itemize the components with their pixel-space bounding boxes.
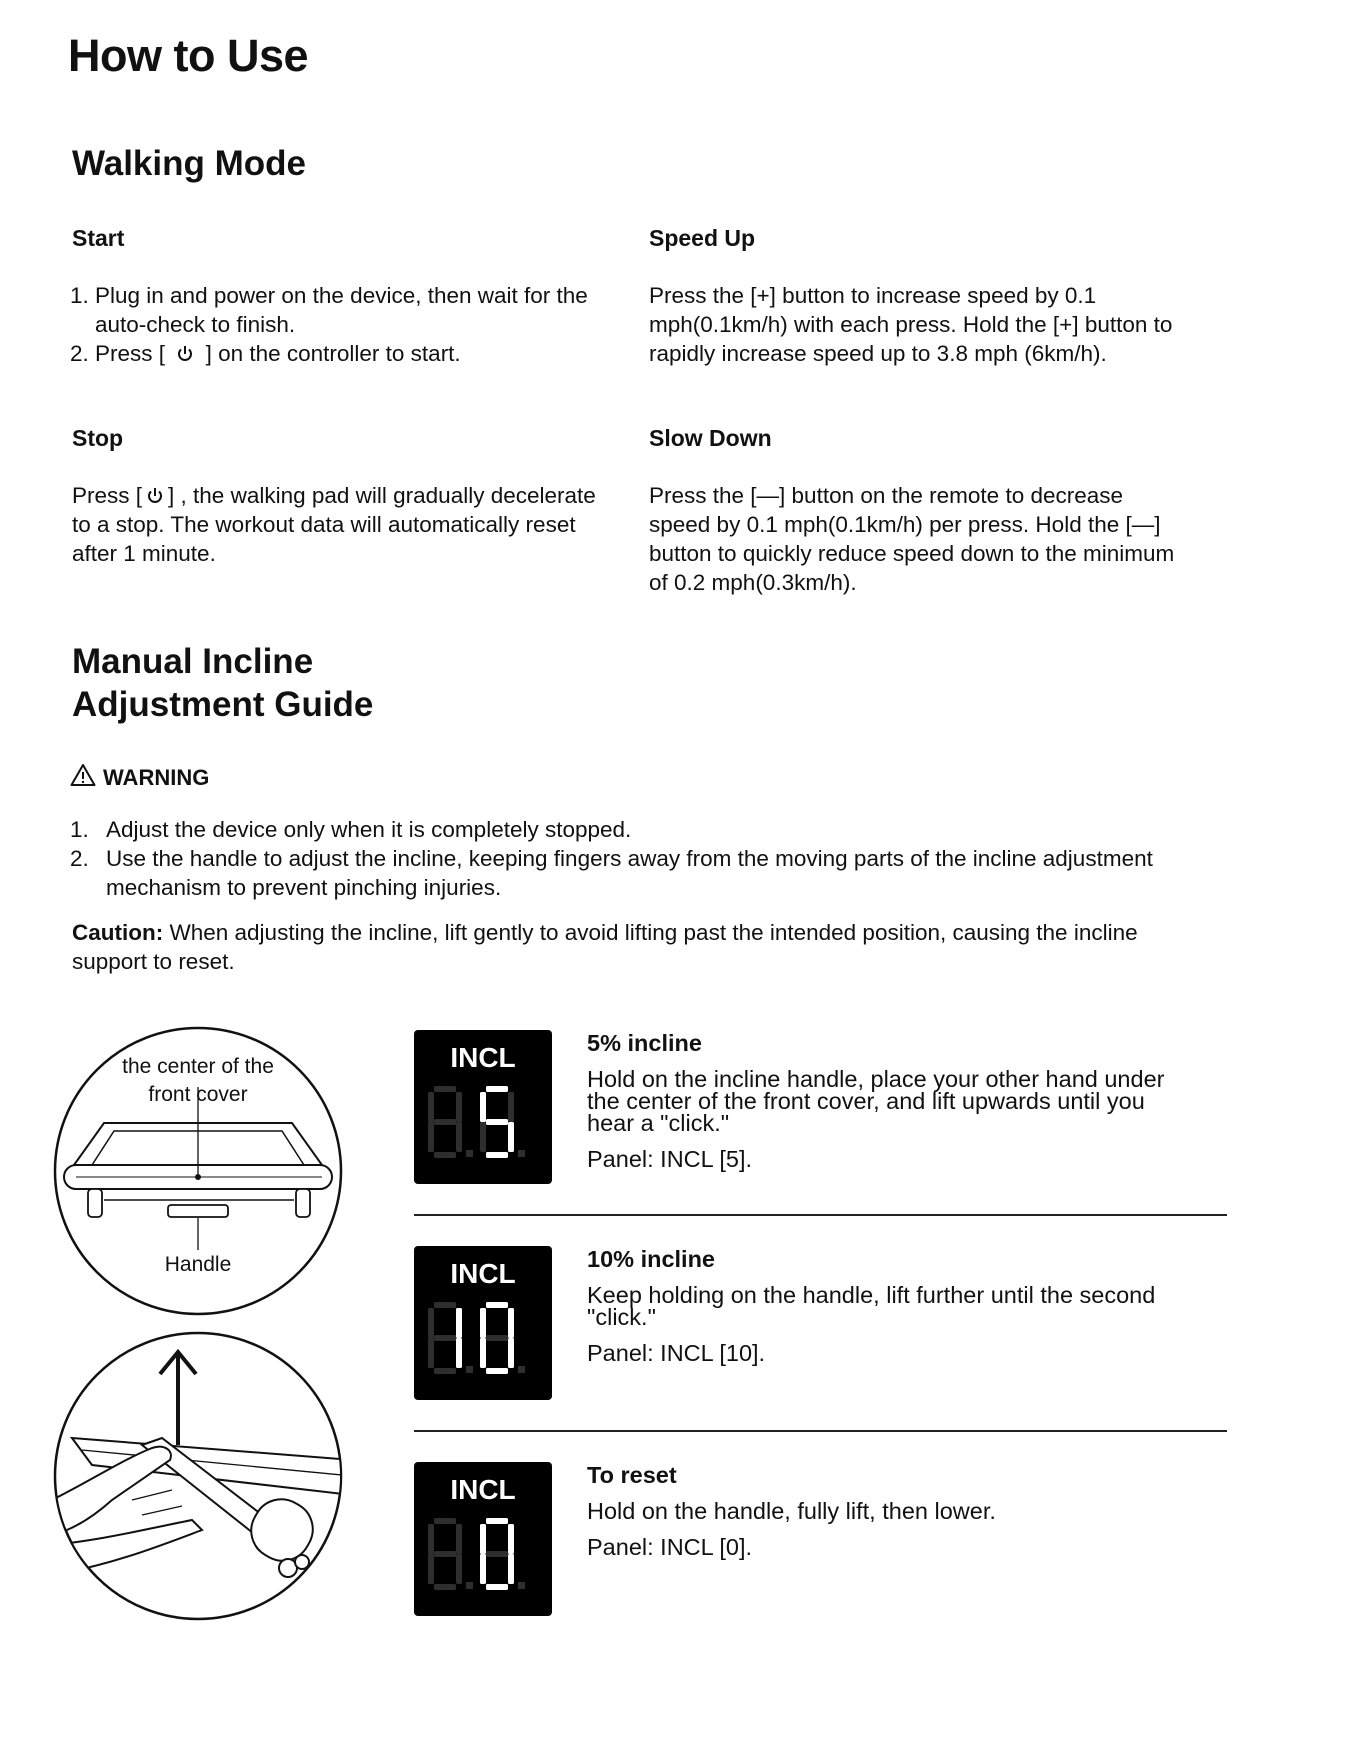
display-segment: [456, 1524, 462, 1554]
display-segment: [508, 1122, 514, 1152]
front-cover-diagram: [52, 1025, 344, 1317]
display-segment: [434, 1584, 456, 1590]
display-segment: [480, 1122, 486, 1152]
display-segment: [486, 1086, 508, 1092]
display-segment: [480, 1308, 486, 1338]
step-title: To reset: [587, 1462, 677, 1488]
warning-triangle-icon: [70, 763, 103, 793]
display-segment: [428, 1524, 434, 1554]
speed-up-text: Press the [+] button to increase speed by 0.1 mph(0.1km/h) with each press. Hold the [+] button to rapidly increase speed up to 3.8 mph (6km/h).: [649, 283, 1173, 366]
display-segment: [434, 1368, 456, 1374]
incline-panel-10: [414, 1246, 552, 1400]
incline-panel-5: [414, 1030, 552, 1184]
stop-heading: Stop: [72, 425, 124, 451]
incline-panel-0: [414, 1462, 552, 1616]
display-segment: [480, 1092, 486, 1122]
display-segment: [480, 1524, 486, 1554]
power-icon: [142, 483, 168, 508]
display-segment: [456, 1338, 462, 1368]
start-step-1: 1. Plug in and power on the device, then wait for the auto-check to finish.: [70, 283, 588, 337]
slow-down-text: Press the [—] button on the remote to decrease speed by 0.1 mph(0.1km/h) per press. Hold the [—] button to quickly reduce speed down to the minimum of 0.2 mph(0.3km/h).: [649, 483, 1175, 595]
label-center-front-cover: the center of the front cover: [122, 1055, 274, 1106]
display-segment: [428, 1122, 434, 1152]
display-decimal-point: [466, 1582, 473, 1589]
lift-handle-diagram: [52, 1330, 344, 1622]
display-segment: [508, 1554, 514, 1584]
display-decimal-point: [518, 1150, 525, 1157]
step-title: 10% incline: [587, 1246, 715, 1272]
display-decimal-point: [466, 1150, 473, 1157]
display-segment: [486, 1152, 508, 1158]
display-decimal-point: [518, 1366, 525, 1373]
warning-item: 1. Adjust the device only when it is completely stopped.: [70, 817, 632, 842]
display-segment: [486, 1368, 508, 1374]
display-segment: [486, 1302, 508, 1308]
display-segment: [434, 1551, 456, 1557]
display-segment: [434, 1518, 456, 1524]
step-panel-text: Panel: INCL [0].: [587, 1534, 753, 1560]
step-title: 5% incline: [587, 1030, 702, 1056]
page-title: How to Use: [68, 30, 309, 81]
step-panel-text: Panel: INCL [10].: [587, 1340, 766, 1366]
display-segment: [428, 1308, 434, 1338]
display-decimal-point: [518, 1582, 525, 1589]
panel-label: INCL: [450, 1258, 516, 1289]
label-handle: Handle: [164, 1253, 232, 1276]
warning-item: 2. Use the handle to adjust the incline, keeping fingers away from the moving parts of the incline adjustment mechanism to prevent pinching injuries.: [70, 846, 1153, 900]
stop-text: Press [ ] , the walking pad will gradually decelerate to a stop. The workout data will automatically reset after 1 minute.: [72, 483, 596, 566]
display-segment: [480, 1338, 486, 1368]
display-segment: [508, 1524, 514, 1554]
display-segment: [428, 1092, 434, 1122]
display-segment: [428, 1338, 434, 1368]
display-segment: [486, 1119, 508, 1125]
power-icon: [171, 341, 199, 366]
display-segment: [508, 1338, 514, 1368]
display-segment: [434, 1302, 456, 1308]
start-steps: [70, 281, 616, 368]
panel-label: INCL: [450, 1474, 516, 1505]
display-segment: [456, 1122, 462, 1152]
step-text: Hold on the incline handle, place your other hand under the center of the front cover, and lift upwards until you hear a "click.": [587, 1066, 1165, 1136]
warning-label: WARNING: [70, 763, 209, 793]
incline-heading: Manual Incline Adjustment Guide: [72, 642, 374, 724]
divider: [414, 1430, 1227, 1432]
step-text: Hold on the handle, fully lift, then lower.: [587, 1498, 996, 1524]
display-segment: [486, 1584, 508, 1590]
display-segment: [508, 1092, 514, 1122]
speed-up-heading: Speed Up: [649, 225, 756, 251]
start-step-2: 2. Press [ ] on the controller to start.: [70, 341, 461, 366]
display-segment: [434, 1119, 456, 1125]
step-panel-text: Panel: INCL [5].: [587, 1146, 753, 1172]
display-segment: [428, 1554, 434, 1584]
step-text: Keep holding on the handle, lift further until the second "click.": [587, 1282, 1156, 1330]
display-segment: [456, 1092, 462, 1122]
slow-down-heading: Slow Down: [649, 425, 772, 451]
divider: [414, 1214, 1227, 1216]
caution-label: Caution:: [72, 920, 164, 945]
display-segment: [434, 1152, 456, 1158]
display-decimal-point: [466, 1366, 473, 1373]
display-segment: [486, 1551, 508, 1557]
display-segment: [456, 1308, 462, 1338]
display-segment: [486, 1335, 508, 1341]
display-segment: [456, 1554, 462, 1584]
caution-text: Caution: When adjusting the incline, lift gently to avoid lifting past the intended position, causing the incline support to reset.: [72, 920, 1138, 974]
walking-mode-heading: Walking Mode: [72, 144, 306, 183]
display-segment: [434, 1335, 456, 1341]
display-segment: [434, 1086, 456, 1092]
start-heading: Start: [72, 225, 125, 251]
display-segment: [480, 1554, 486, 1584]
warning-list: [70, 815, 1200, 902]
display-segment: [486, 1518, 508, 1524]
display-segment: [508, 1308, 514, 1338]
panel-label: INCL: [450, 1042, 516, 1073]
